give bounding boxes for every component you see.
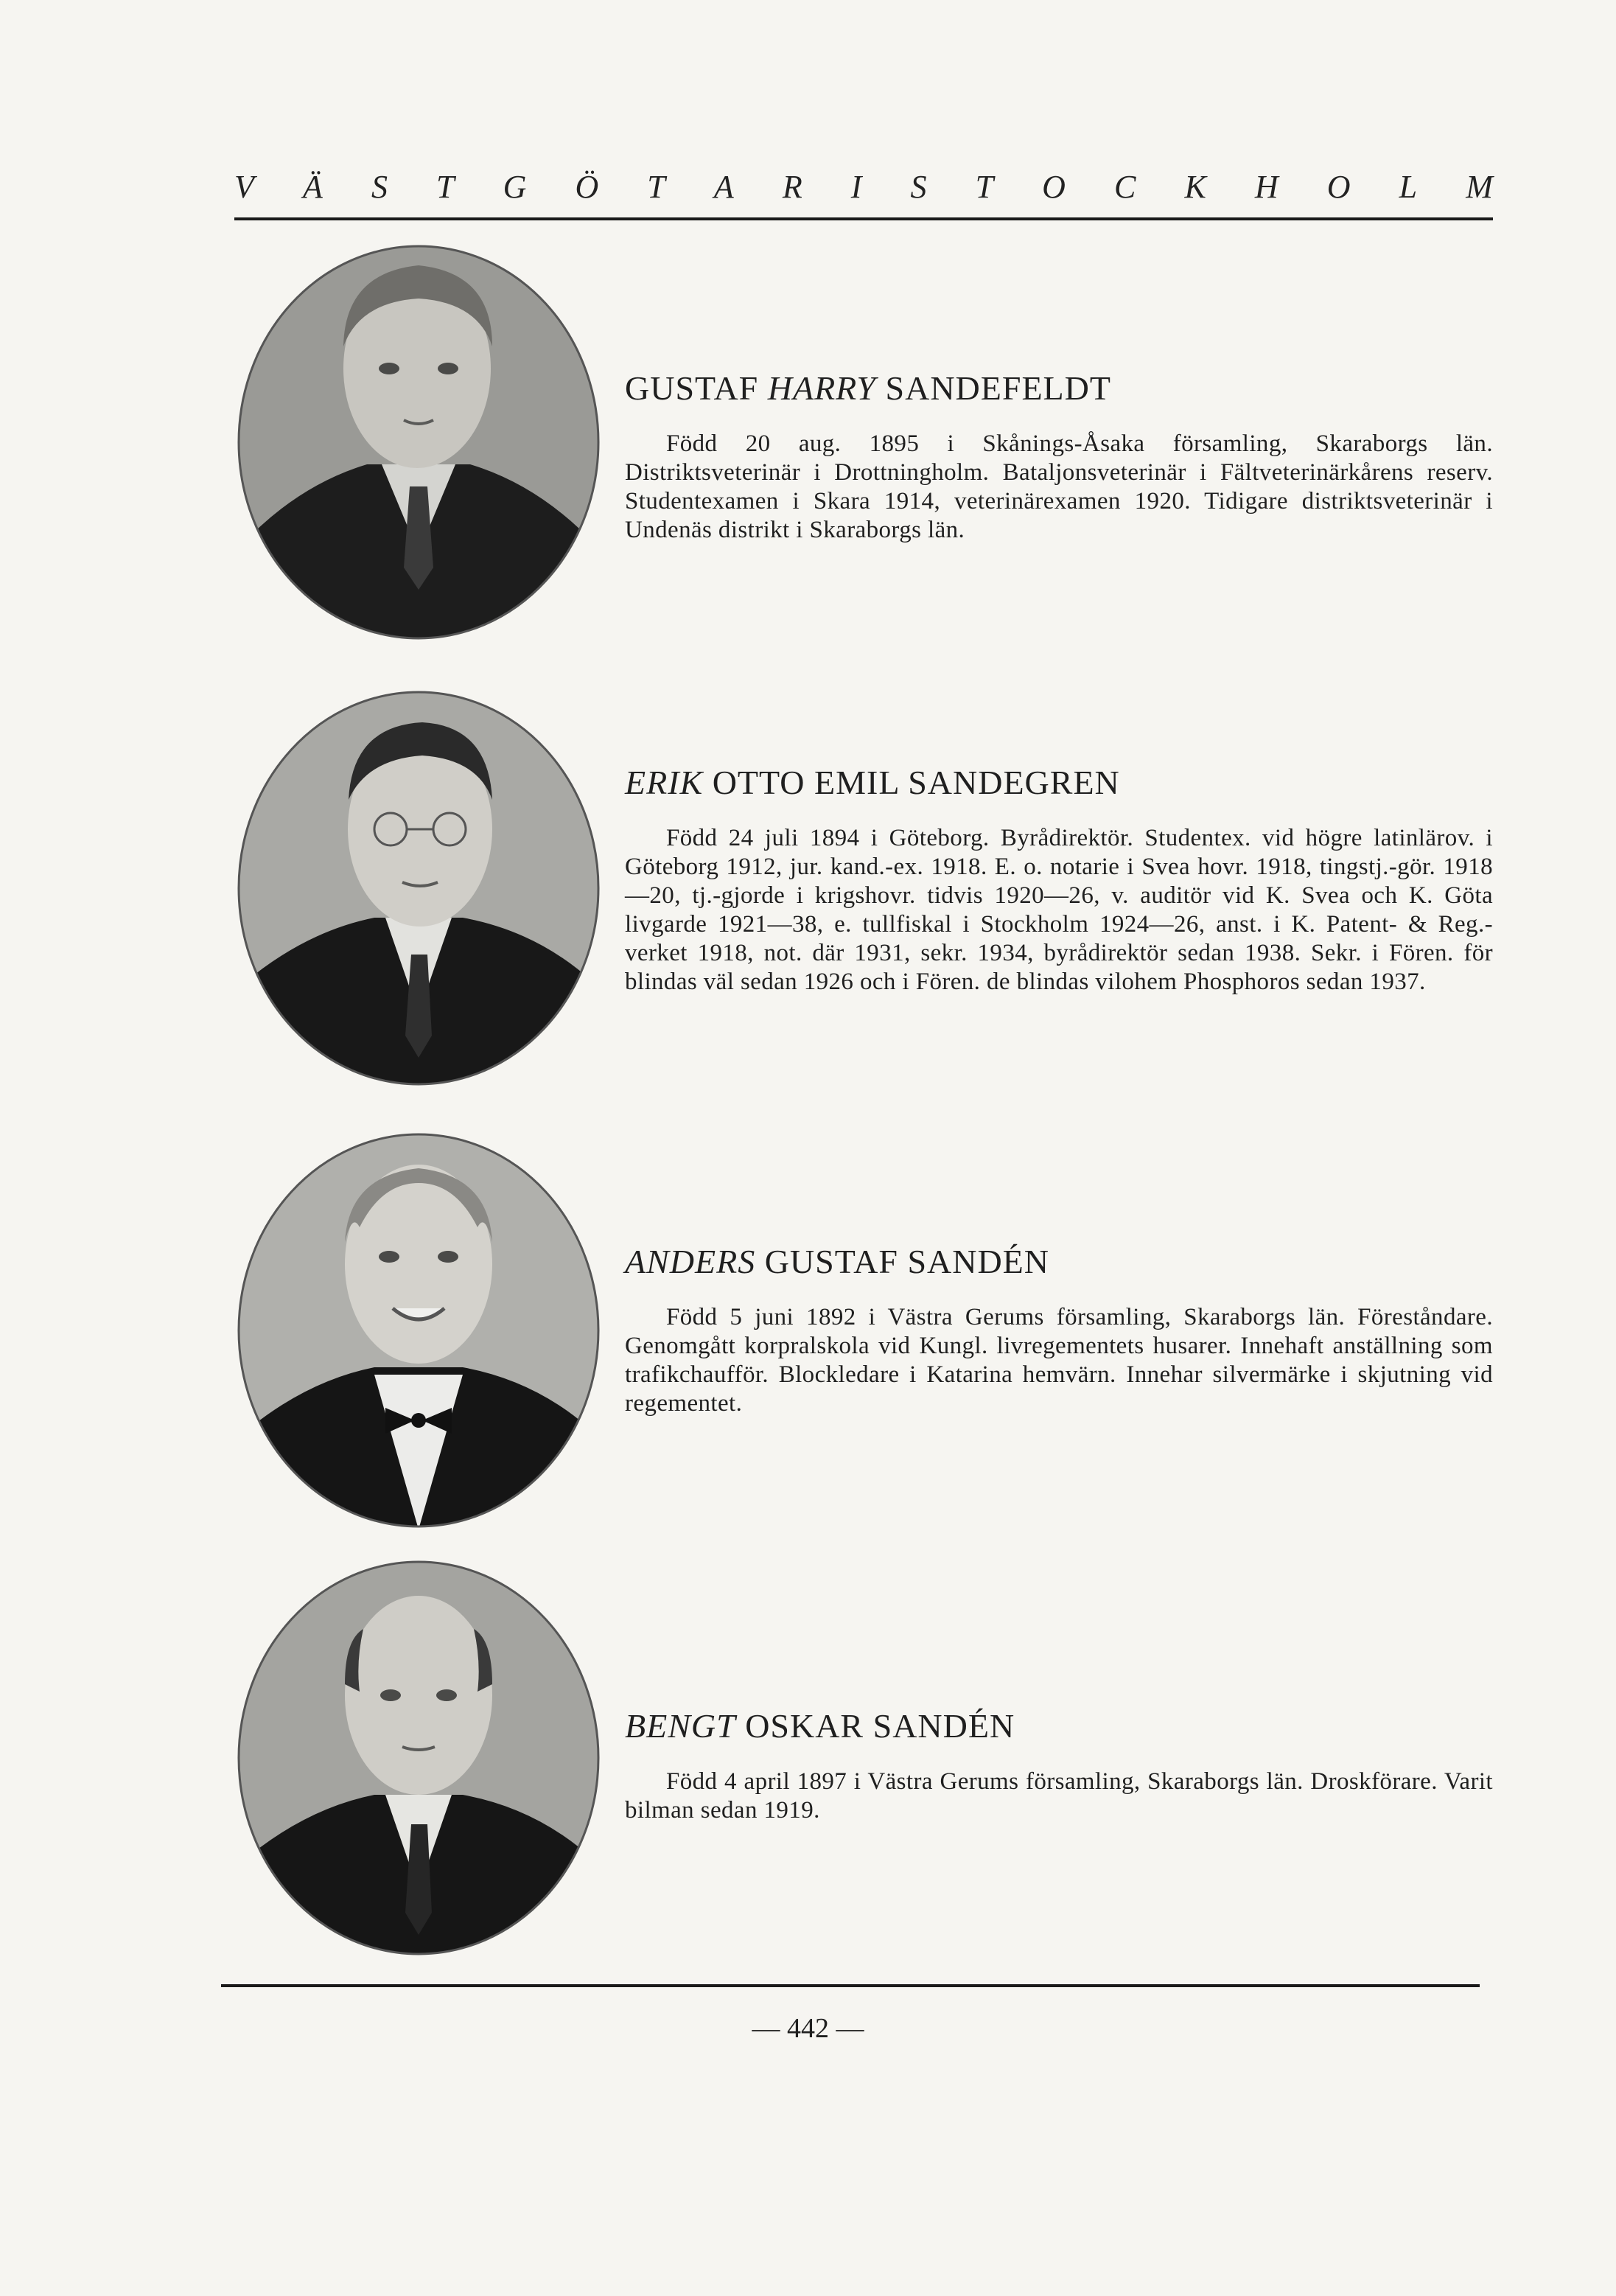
header-letter: T bbox=[647, 169, 665, 205]
header-letter: V bbox=[234, 169, 254, 205]
name-suffix: OSKAR SANDÉN bbox=[745, 1707, 1015, 1745]
person-name bbox=[625, 369, 1493, 408]
running-header bbox=[234, 168, 1493, 206]
header-letter: I bbox=[850, 169, 862, 205]
biography-entry bbox=[234, 689, 1493, 1087]
portrait-photo bbox=[234, 1559, 603, 1957]
header-letter: L bbox=[1399, 169, 1418, 205]
given-name: HARRY bbox=[767, 369, 877, 407]
person-name bbox=[625, 1706, 1493, 1745]
header-letter: Ö bbox=[575, 169, 599, 205]
given-name: ANDERS bbox=[625, 1243, 756, 1280]
header-letter: T bbox=[975, 169, 994, 205]
portrait-photo bbox=[234, 243, 603, 641]
header-letter: R bbox=[782, 169, 802, 205]
person-name bbox=[625, 1242, 1493, 1281]
header-letter: O bbox=[1326, 169, 1351, 205]
header-letter: S bbox=[910, 169, 927, 205]
footer-rule bbox=[221, 1984, 1480, 1987]
header-letter: C bbox=[1114, 169, 1136, 205]
biography-text: Född 5 juni 1892 i Västra Gerums församling, Skaraborgs län. Föreståndare. Genomgått korpralskola vid Kungl. livregementets husarer. Innehaft anställning som trafikchaufför. Blockledare i Katarina hemvärn. Innehar silvermärke i skjutning vid regementet. bbox=[625, 1304, 1493, 1417]
header-letter: A bbox=[713, 169, 734, 205]
biography-text: Född 4 april 1897 i Västra Gerums församling, Skaraborgs län. Droskförare. Varit bilman sedan 1919. bbox=[625, 1768, 1493, 1824]
name-suffix: GUSTAF SANDÉN bbox=[764, 1243, 1050, 1280]
header-letter: M bbox=[1466, 169, 1493, 205]
header-letter: K bbox=[1184, 169, 1206, 205]
biography-entry bbox=[234, 1131, 1493, 1529]
given-name: BENGT bbox=[625, 1707, 736, 1745]
biography-text: Född 24 juli 1894 i Göteborg. Byrådirektör. Studentex. vid högre latinlärov. i Göteborg 1912, jur. kand.-ex. 1918. E. o. notarie i Svea hovr. 1918, tingstj.-gör. 1918—20, tj.-gjorde i krigshovr. tidvis 1920—26, v. auditör vid K. Svea och K. Göta livgarde 1921—38, e. tullfiskal i Stockholm 1924—26, anst. i K. Patent- & Reg.-verket 1918, not. där 1931, sekr. 1934, byrådirektör sedan 1938. Sekr. i Fören. för blindas väl sedan 1926 och i Fören. de blindas vilohem Phosphoros sedan 1937. bbox=[625, 825, 1493, 995]
biography-entry bbox=[234, 1559, 1493, 1957]
header-letter: G bbox=[503, 169, 527, 205]
portrait-photo bbox=[234, 689, 603, 1087]
person-name bbox=[625, 763, 1493, 802]
given-name: ERIK bbox=[625, 764, 704, 801]
header-letter: Ä bbox=[302, 169, 323, 205]
biography-entry bbox=[234, 243, 1493, 641]
header-letter: H bbox=[1254, 169, 1279, 205]
name-suffix: OTTO EMIL SANDEGREN bbox=[712, 764, 1120, 801]
header-letter: T bbox=[436, 169, 455, 205]
biography-text: Född 20 aug. 1895 i Skånings-Åsaka församling, Skaraborgs län. Distriktsveterinär i Drottningholm. Bataljonsveterinär i Fältveterinärkårens reserv. Studentexamen i Skara 1914, veterinärexamen 1920. Tidigare distriktsveterinär i Undenäs distrikt i Skaraborgs län. bbox=[625, 430, 1493, 543]
portrait-photo bbox=[234, 1131, 603, 1529]
page-number: — 442 — bbox=[752, 2013, 864, 2044]
header-rule bbox=[234, 217, 1493, 220]
name-suffix: SANDEFELDT bbox=[885, 369, 1111, 407]
header-letter: O bbox=[1042, 169, 1066, 205]
header-letter: S bbox=[371, 169, 388, 205]
name-prefix: GUSTAF bbox=[625, 369, 759, 407]
